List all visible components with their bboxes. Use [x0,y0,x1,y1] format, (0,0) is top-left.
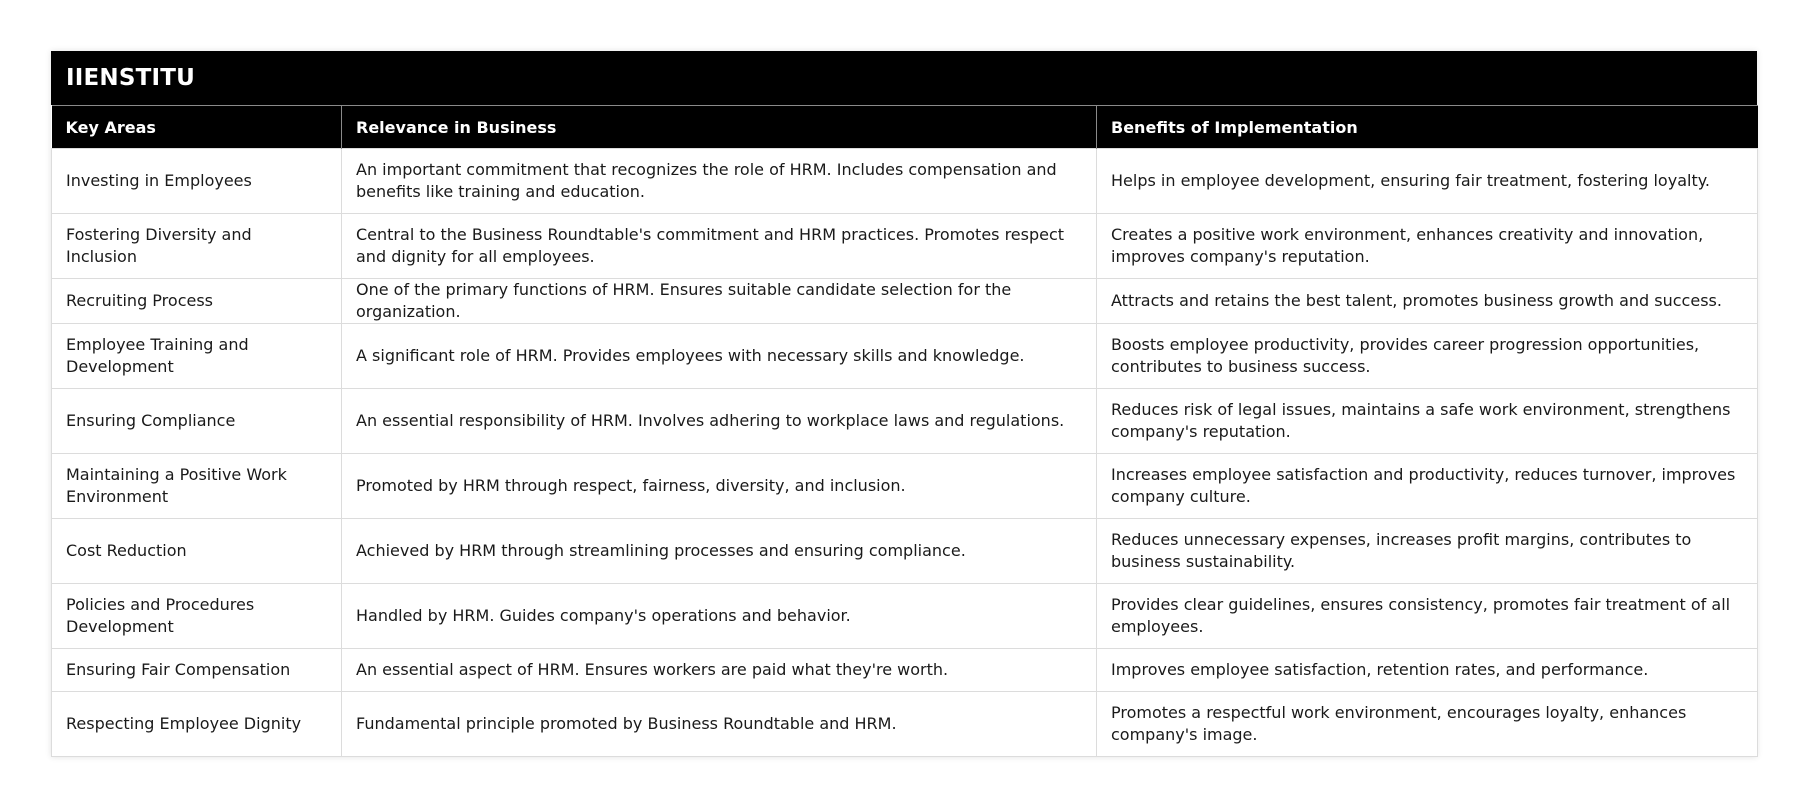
table-row [52,214,1758,279]
header-benefits: Benefits of Implementation [1097,106,1758,149]
cell-benefits: Increases employee satisfaction and productivity, reduces turnover, improves company culture. [1097,454,1758,519]
table-row [52,324,1758,389]
table-row [52,454,1758,519]
cell-relevance: Handled by HRM. Guides company's operations and behavior. [342,584,1097,649]
cell-relevance: An important commitment that recognizes the role of HRM. Includes compensation and benefits like training and education. [342,149,1097,214]
cell-area: Ensuring Fair Compensation [52,649,342,692]
cell-benefits: Attracts and retains the best talent, promotes business growth and success. [1097,279,1758,324]
header-row [52,106,1758,149]
table-row [52,519,1758,584]
cell-area: Cost Reduction [52,519,342,584]
cell-area: Policies and Procedures Development [52,584,342,649]
cell-area: Maintaining a Positive Work Environment [52,454,342,519]
cell-relevance: A significant role of HRM. Provides employees with necessary skills and knowledge. [342,324,1097,389]
cell-area: Ensuring Compliance [52,389,342,454]
cell-benefits: Provides clear guidelines, ensures consistency, promotes fair treatment of all employees. [1097,584,1758,649]
cell-benefits: Promotes a respectful work environment, encourages loyalty, enhances company's image. [1097,692,1758,757]
cell-relevance: Central to the Business Roundtable's commitment and HRM practices. Promotes respect and dignity for all employees. [342,214,1097,279]
table-row [52,149,1758,214]
table-row [52,389,1758,454]
cell-relevance: Promoted by HRM through respect, fairness, diversity, and inclusion. [342,454,1097,519]
cell-relevance: Achieved by HRM through streamlining processes and ensuring compliance. [342,519,1097,584]
cell-relevance: Fundamental principle promoted by Business Roundtable and HRM. [342,692,1097,757]
table-row [52,692,1758,757]
table-row [52,279,1758,324]
cell-benefits: Reduces risk of legal issues, maintains a safe work environment, strengthens company's reputation. [1097,389,1758,454]
cell-area: Investing in Employees [52,149,342,214]
table-row [52,584,1758,649]
cell-benefits: Creates a positive work environment, enhances creativity and innovation, improves company's reputation. [1097,214,1758,279]
cell-benefits: Reduces unnecessary expenses, increases profit margins, contributes to business sustainability. [1097,519,1758,584]
data-table [51,105,1758,757]
cell-relevance: An essential responsibility of HRM. Involves adhering to workplace laws and regulations. [342,389,1097,454]
cell-area: Fostering Diversity and Inclusion [52,214,342,279]
cell-area: Recruiting Process [52,279,342,324]
cell-relevance: An essential aspect of HRM. Ensures workers are paid what they're worth. [342,649,1097,692]
cell-benefits: Helps in employee development, ensuring fair treatment, fostering loyalty. [1097,149,1758,214]
table-card [51,51,1757,757]
cell-area: Respecting Employee Dignity [52,692,342,757]
cell-area: Employee Training and Development [52,324,342,389]
table-row [52,649,1758,692]
header-key-areas: Key Areas [52,106,342,149]
cell-relevance: One of the primary functions of HRM. Ensures suitable candidate selection for the organization. [342,279,1097,324]
cell-benefits: Improves employee satisfaction, retention rates, and performance. [1097,649,1758,692]
header-relevance: Relevance in Business [342,106,1097,149]
brand-title: IIENSTITU [51,51,1757,105]
cell-benefits: Boosts employee productivity, provides career progression opportunities, contributes to business success. [1097,324,1758,389]
